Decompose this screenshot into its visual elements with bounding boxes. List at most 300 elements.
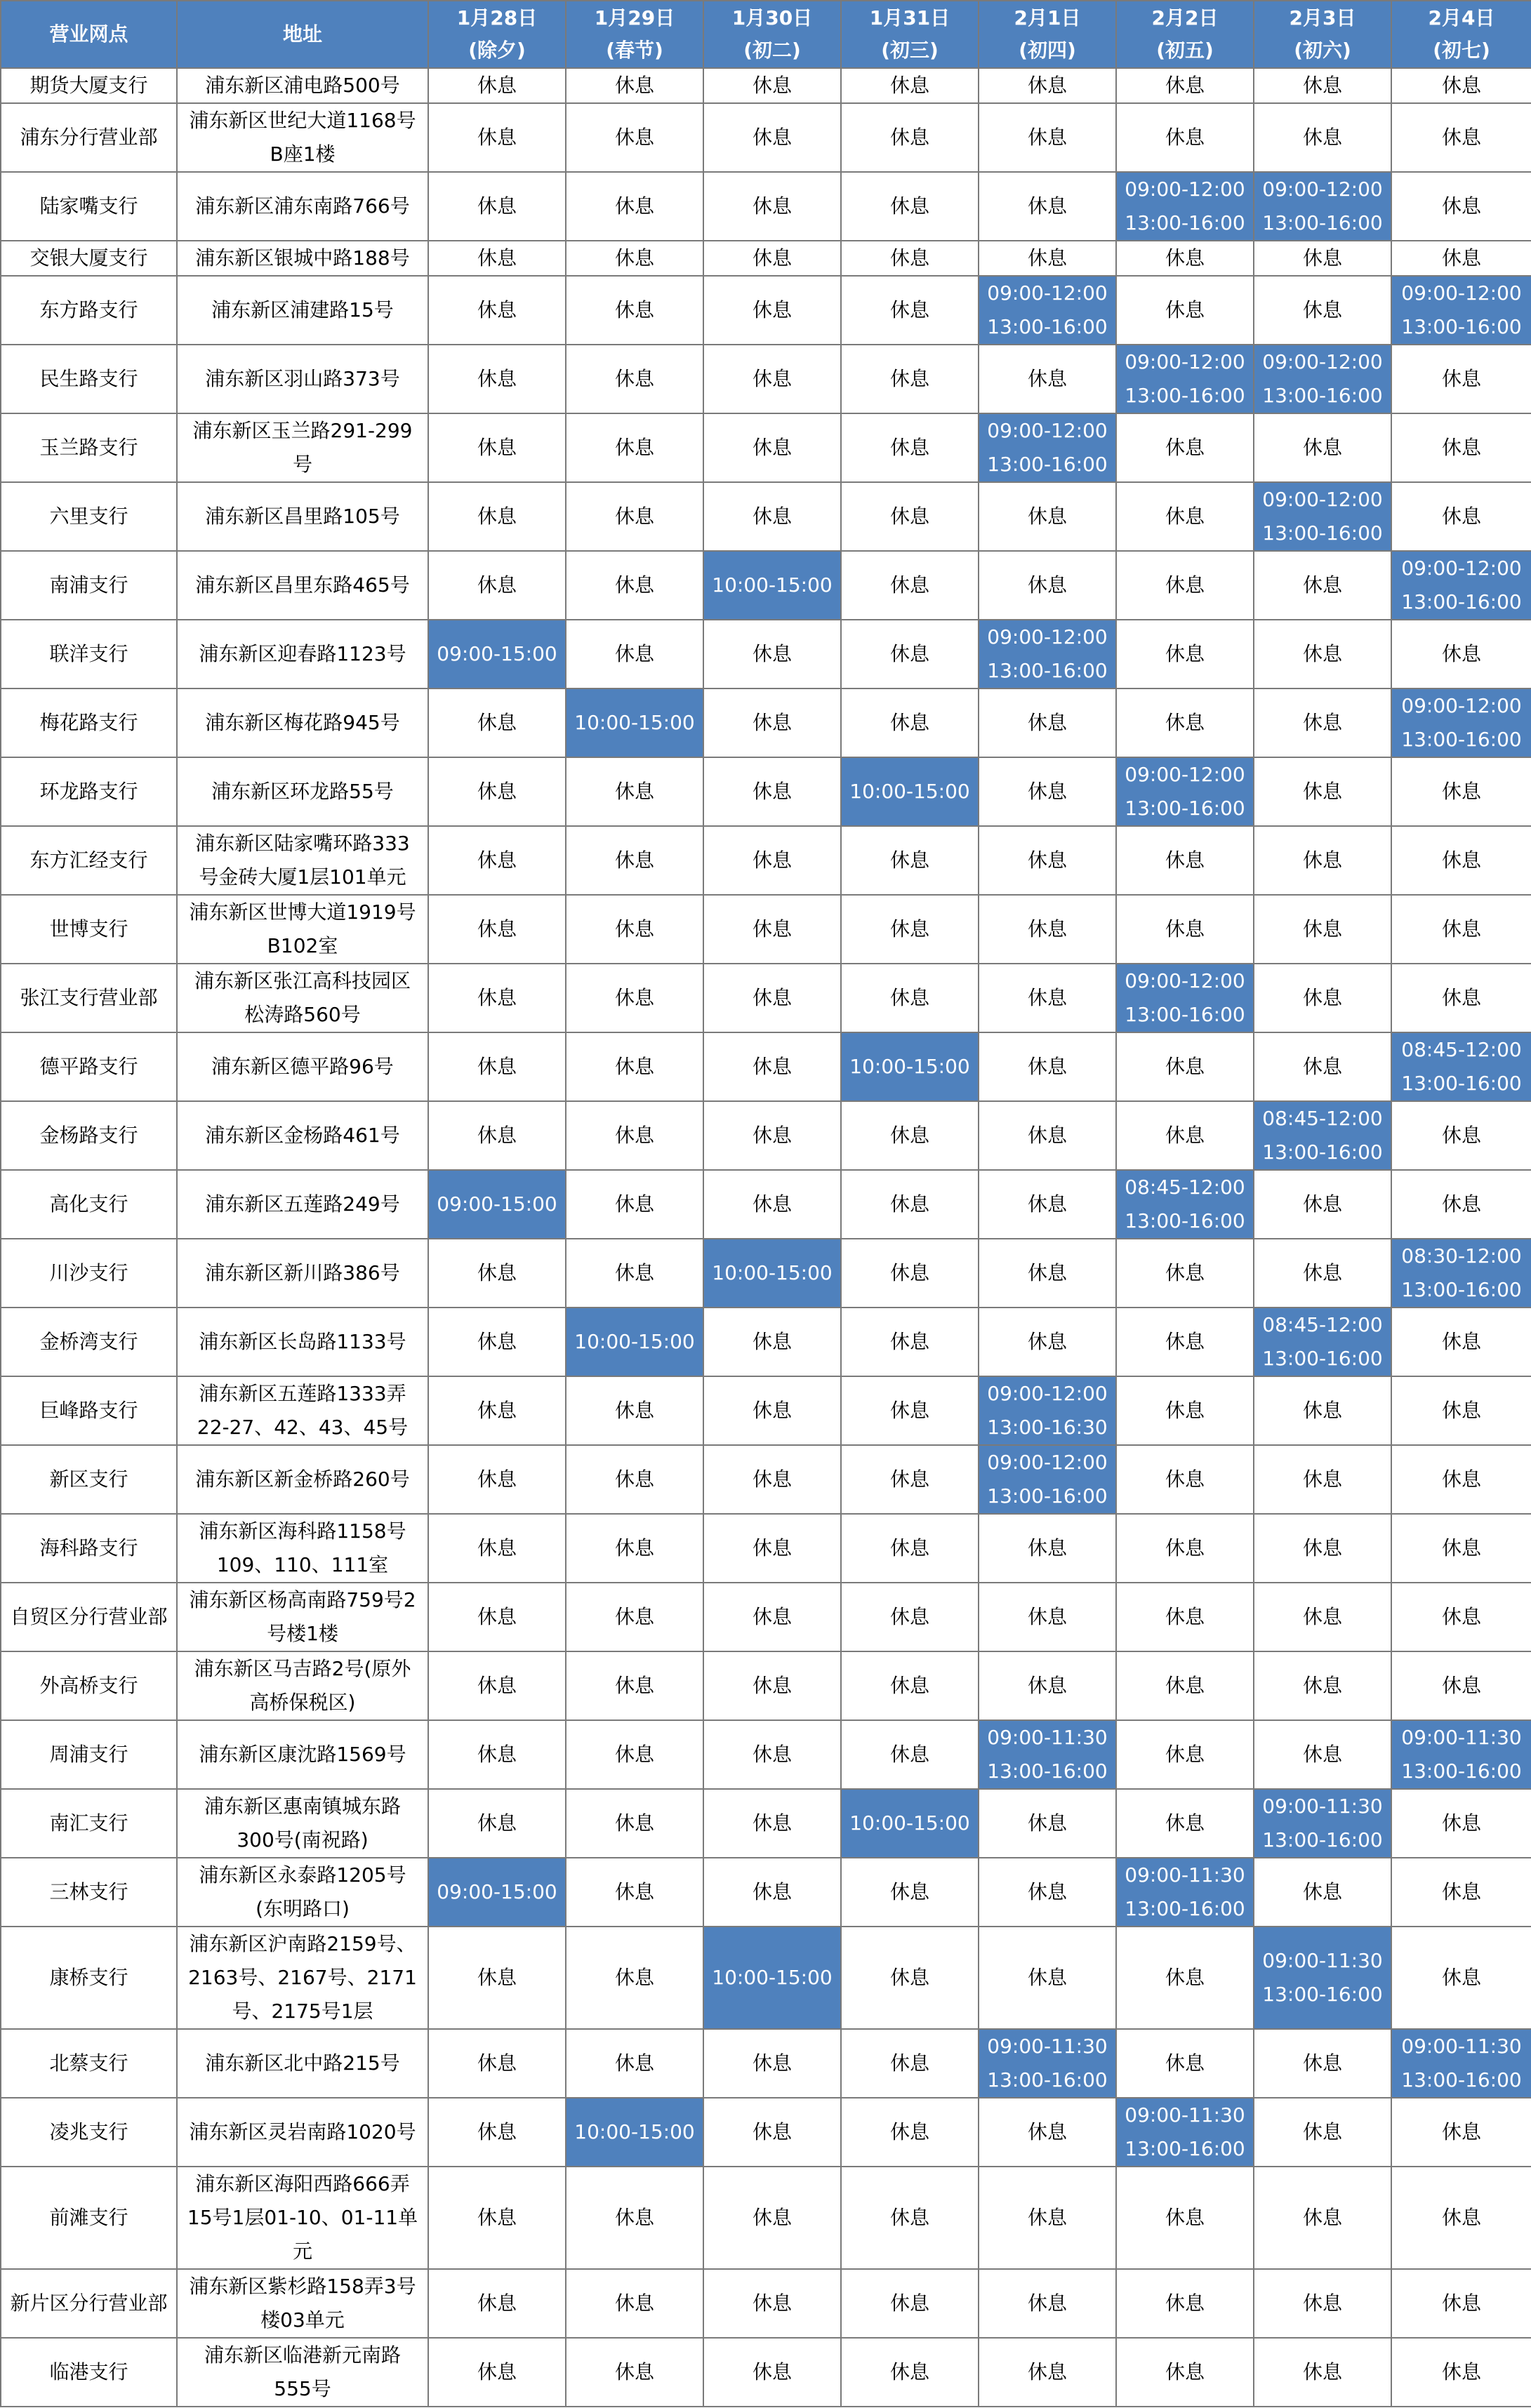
address-cell: 浦东新区沪南路2159号、 2163号、2167号、2171 号、2175号1层 xyxy=(177,1927,428,2029)
closed-cell: 休息 xyxy=(841,482,979,551)
closed-cell: 休息 xyxy=(703,276,841,345)
table-row xyxy=(1,413,1531,482)
closed-cell: 休息 xyxy=(566,551,703,620)
closed-cell: 休息 xyxy=(841,1583,979,1651)
address-cell: 浦东新区长岛路1133号 xyxy=(177,1308,428,1376)
address-cell: 浦东新区新川路386号 xyxy=(177,1239,428,1308)
closed-cell: 休息 xyxy=(566,1789,703,1858)
closed-cell: 休息 xyxy=(1391,2338,1531,2407)
closed-cell: 休息 xyxy=(979,1239,1116,1308)
closed-cell: 休息 xyxy=(1254,1514,1391,1583)
open-hours-cell: 09:00-15:00 xyxy=(428,620,566,689)
closed-cell: 休息 xyxy=(1254,1858,1391,1927)
open-hours-cell: 09:00-15:00 xyxy=(428,1858,566,1927)
closed-cell: 休息 xyxy=(566,345,703,413)
closed-cell: 休息 xyxy=(841,2098,979,2167)
open-hours-cell: 09:00-11:30 13:00-16:00 xyxy=(979,2029,1116,2098)
table-row xyxy=(1,68,1531,103)
closed-cell: 休息 xyxy=(1391,1445,1531,1514)
address-cell: 浦东新区浦东南路766号 xyxy=(177,172,428,241)
closed-cell: 休息 xyxy=(841,1720,979,1789)
closed-cell: 休息 xyxy=(703,1308,841,1376)
address-cell: 浦东新区德平路96号 xyxy=(177,1032,428,1101)
closed-cell: 休息 xyxy=(703,757,841,826)
closed-cell: 休息 xyxy=(428,1101,566,1170)
closed-cell: 休息 xyxy=(841,1308,979,1376)
closed-cell: 休息 xyxy=(703,826,841,895)
closed-cell: 休息 xyxy=(841,241,979,276)
branch-name-cell: 六里支行 xyxy=(1,482,177,551)
closed-cell: 休息 xyxy=(428,551,566,620)
closed-cell: 休息 xyxy=(566,1170,703,1239)
branch-name-cell: 梅花路支行 xyxy=(1,689,177,757)
open-hours-cell: 09:00-12:00 13:00-16:00 xyxy=(979,620,1116,689)
closed-cell: 休息 xyxy=(1391,895,1531,964)
closed-cell: 休息 xyxy=(428,1239,566,1308)
closed-cell: 休息 xyxy=(703,689,841,757)
closed-cell: 休息 xyxy=(703,345,841,413)
closed-cell: 休息 xyxy=(428,345,566,413)
header-branch: 营业网点 xyxy=(1,1,177,68)
closed-cell: 休息 xyxy=(703,964,841,1032)
branch-name-cell: 玉兰路支行 xyxy=(1,413,177,482)
address-cell: 浦东新区昌里路105号 xyxy=(177,482,428,551)
closed-cell: 休息 xyxy=(979,241,1116,276)
closed-cell: 休息 xyxy=(566,964,703,1032)
closed-cell: 休息 xyxy=(703,2098,841,2167)
closed-cell: 休息 xyxy=(1116,2269,1254,2338)
closed-cell: 休息 xyxy=(1391,1927,1531,2029)
closed-cell: 休息 xyxy=(1391,1308,1531,1376)
closed-cell: 休息 xyxy=(979,482,1116,551)
address-cell: 浦东新区马吉路2号(原外 高桥保税区) xyxy=(177,1651,428,1720)
closed-cell: 休息 xyxy=(703,895,841,964)
closed-cell: 休息 xyxy=(428,1514,566,1583)
closed-cell: 休息 xyxy=(841,276,979,345)
closed-cell: 休息 xyxy=(566,241,703,276)
closed-cell: 休息 xyxy=(703,1651,841,1720)
closed-cell: 休息 xyxy=(566,68,703,103)
address-cell: 浦东新区梅花路945号 xyxy=(177,689,428,757)
address-cell: 浦东新区金杨路461号 xyxy=(177,1101,428,1170)
closed-cell: 休息 xyxy=(1391,103,1531,172)
closed-cell: 休息 xyxy=(703,68,841,103)
closed-cell: 休息 xyxy=(428,2338,566,2407)
branch-name-cell: 金杨路支行 xyxy=(1,1101,177,1170)
closed-cell: 休息 xyxy=(841,689,979,757)
open-hours-cell: 10:00-15:00 xyxy=(841,1032,979,1101)
table-row xyxy=(1,1170,1531,1239)
header-address: 地址 xyxy=(177,1,428,68)
closed-cell: 休息 xyxy=(841,895,979,964)
closed-cell: 休息 xyxy=(1254,689,1391,757)
closed-cell: 休息 xyxy=(428,964,566,1032)
branch-name-cell: 新区支行 xyxy=(1,1445,177,1514)
closed-cell: 休息 xyxy=(1116,2029,1254,2098)
branch-name-cell: 周浦支行 xyxy=(1,1720,177,1789)
closed-cell: 休息 xyxy=(1391,1789,1531,1858)
closed-cell: 休息 xyxy=(566,172,703,241)
closed-cell: 休息 xyxy=(979,103,1116,172)
address-cell: 浦东新区海科路1158号 109、110、111室 xyxy=(177,1514,428,1583)
closed-cell: 休息 xyxy=(1116,1239,1254,1308)
closed-cell: 休息 xyxy=(1254,964,1391,1032)
closed-cell: 休息 xyxy=(428,413,566,482)
header-day-3: 1月30日 (初二) xyxy=(703,1,841,68)
closed-cell: 休息 xyxy=(841,1376,979,1445)
closed-cell: 休息 xyxy=(703,103,841,172)
closed-cell: 休息 xyxy=(979,2167,1116,2269)
address-cell: 浦东新区北中路215号 xyxy=(177,2029,428,2098)
branch-name-cell: 南汇支行 xyxy=(1,1789,177,1858)
closed-cell: 休息 xyxy=(566,1927,703,2029)
closed-cell: 休息 xyxy=(1254,1376,1391,1445)
closed-cell: 休息 xyxy=(1116,1514,1254,1583)
closed-cell: 休息 xyxy=(1254,1651,1391,1720)
closed-cell: 休息 xyxy=(566,2167,703,2269)
closed-cell: 休息 xyxy=(566,1376,703,1445)
closed-cell: 休息 xyxy=(566,1583,703,1651)
closed-cell: 休息 xyxy=(566,1720,703,1789)
closed-cell: 休息 xyxy=(703,2338,841,2407)
closed-cell: 休息 xyxy=(1116,1376,1254,1445)
closed-cell: 休息 xyxy=(841,172,979,241)
closed-cell: 休息 xyxy=(1116,1927,1254,2029)
closed-cell: 休息 xyxy=(566,1445,703,1514)
address-cell: 浦东新区羽山路373号 xyxy=(177,345,428,413)
closed-cell: 休息 xyxy=(566,413,703,482)
closed-cell: 休息 xyxy=(428,103,566,172)
header-day-1: 1月28日 (除夕) xyxy=(428,1,566,68)
closed-cell: 休息 xyxy=(841,1170,979,1239)
closed-cell: 休息 xyxy=(566,1239,703,1308)
open-hours-cell: 09:00-11:30 13:00-16:00 xyxy=(1391,2029,1531,2098)
branch-name-cell: 南浦支行 xyxy=(1,551,177,620)
table-row xyxy=(1,757,1531,826)
closed-cell: 休息 xyxy=(841,103,979,172)
header-day-4: 1月31日 (初三) xyxy=(841,1,979,68)
closed-cell: 休息 xyxy=(566,1032,703,1101)
closed-cell: 休息 xyxy=(979,1101,1116,1170)
closed-cell: 休息 xyxy=(703,1445,841,1514)
closed-cell: 休息 xyxy=(1254,895,1391,964)
open-hours-cell: 09:00-12:00 13:00-16:30 xyxy=(979,1376,1116,1445)
closed-cell: 休息 xyxy=(1391,345,1531,413)
branch-name-cell: 新片区分行营业部 xyxy=(1,2269,177,2338)
table-row xyxy=(1,1789,1531,1858)
closed-cell: 休息 xyxy=(1116,2338,1254,2407)
address-cell: 浦东新区紫杉路158弄3号 楼03单元 xyxy=(177,2269,428,2338)
branch-name-cell: 交银大厦支行 xyxy=(1,241,177,276)
table-row xyxy=(1,1445,1531,1514)
open-hours-cell: 10:00-15:00 xyxy=(841,757,979,826)
address-cell: 浦东新区杨高南路759号2 号楼1楼 xyxy=(177,1583,428,1651)
closed-cell: 休息 xyxy=(1254,413,1391,482)
branch-name-cell: 联洋支行 xyxy=(1,620,177,689)
branch-name-cell: 康桥支行 xyxy=(1,1927,177,2029)
branch-name-cell: 期货大厦支行 xyxy=(1,68,177,103)
closed-cell: 休息 xyxy=(703,1170,841,1239)
closed-cell: 休息 xyxy=(979,757,1116,826)
closed-cell: 休息 xyxy=(979,1583,1116,1651)
closed-cell: 休息 xyxy=(841,2269,979,2338)
closed-cell: 休息 xyxy=(703,2269,841,2338)
open-hours-cell: 08:45-12:00 13:00-16:00 xyxy=(1391,1032,1531,1101)
table-row xyxy=(1,2269,1531,2338)
table-row xyxy=(1,551,1531,620)
closed-cell: 休息 xyxy=(428,276,566,345)
closed-cell: 休息 xyxy=(1116,689,1254,757)
address-cell: 浦东新区康沈路1569号 xyxy=(177,1720,428,1789)
closed-cell: 休息 xyxy=(566,757,703,826)
open-hours-cell: 10:00-15:00 xyxy=(566,689,703,757)
closed-cell: 休息 xyxy=(841,964,979,1032)
closed-cell: 休息 xyxy=(1391,964,1531,1032)
open-hours-cell: 09:00-12:00 13:00-16:00 xyxy=(1116,345,1254,413)
branch-name-cell: 北蔡支行 xyxy=(1,2029,177,2098)
closed-cell: 休息 xyxy=(841,345,979,413)
open-hours-cell: 09:00-11:30 13:00-16:00 xyxy=(1116,2098,1254,2167)
table-row xyxy=(1,964,1531,1032)
closed-cell: 休息 xyxy=(1391,413,1531,482)
closed-cell: 休息 xyxy=(1116,1651,1254,1720)
closed-cell: 休息 xyxy=(703,620,841,689)
table-row xyxy=(1,1032,1531,1101)
closed-cell: 休息 xyxy=(1391,1514,1531,1583)
closed-cell: 休息 xyxy=(979,2098,1116,2167)
closed-cell: 休息 xyxy=(428,241,566,276)
address-cell: 浦东新区五莲路1333弄 22-27、42、43、45号 xyxy=(177,1376,428,1445)
branch-name-cell: 三林支行 xyxy=(1,1858,177,1927)
branch-name-cell: 巨峰路支行 xyxy=(1,1376,177,1445)
closed-cell: 休息 xyxy=(979,689,1116,757)
branch-name-cell: 海科路支行 xyxy=(1,1514,177,1583)
closed-cell: 休息 xyxy=(1116,276,1254,345)
closed-cell: 休息 xyxy=(703,1858,841,1927)
table-row xyxy=(1,172,1531,241)
closed-cell: 休息 xyxy=(566,826,703,895)
closed-cell: 休息 xyxy=(703,241,841,276)
address-cell: 浦东新区五莲路249号 xyxy=(177,1170,428,1239)
closed-cell: 休息 xyxy=(703,1720,841,1789)
closed-cell: 休息 xyxy=(566,1651,703,1720)
header-day-2: 1月29日 (春节) xyxy=(566,1,703,68)
closed-cell: 休息 xyxy=(1254,826,1391,895)
closed-cell: 休息 xyxy=(1116,1445,1254,1514)
closed-cell: 休息 xyxy=(428,2269,566,2338)
table-row xyxy=(1,2338,1531,2407)
branch-name-cell: 金桥湾支行 xyxy=(1,1308,177,1376)
closed-cell: 休息 xyxy=(1254,1032,1391,1101)
closed-cell: 休息 xyxy=(1116,1308,1254,1376)
open-hours-cell: 08:30-12:00 13:00-16:00 xyxy=(1391,1239,1531,1308)
address-cell: 浦东新区海阳西路666弄 15号1层01-10、01-11单 元 xyxy=(177,2167,428,2269)
closed-cell: 休息 xyxy=(979,1789,1116,1858)
closed-cell: 休息 xyxy=(703,1789,841,1858)
open-hours-cell: 08:45-12:00 13:00-16:00 xyxy=(1116,1170,1254,1239)
closed-cell: 休息 xyxy=(566,1858,703,1927)
closed-cell: 休息 xyxy=(841,68,979,103)
closed-cell: 休息 xyxy=(1254,103,1391,172)
open-hours-cell: 09:00-15:00 xyxy=(428,1170,566,1239)
closed-cell: 休息 xyxy=(428,172,566,241)
table-body xyxy=(1,68,1531,2407)
address-cell: 浦东新区惠南镇城东路 300号(南祝路) xyxy=(177,1789,428,1858)
closed-cell: 休息 xyxy=(1391,1651,1531,1720)
open-hours-cell: 09:00-12:00 13:00-16:00 xyxy=(1254,345,1391,413)
open-hours-cell: 09:00-12:00 13:00-16:00 xyxy=(1116,757,1254,826)
closed-cell: 休息 xyxy=(566,103,703,172)
closed-cell: 休息 xyxy=(1391,1376,1531,1445)
closed-cell: 休息 xyxy=(428,1376,566,1445)
address-cell: 浦东新区临港新元南路 555号 xyxy=(177,2338,428,2407)
header-day-5: 2月1日 (初四) xyxy=(979,1,1116,68)
closed-cell: 休息 xyxy=(1116,1101,1254,1170)
branch-name-cell: 环龙路支行 xyxy=(1,757,177,826)
closed-cell: 休息 xyxy=(703,482,841,551)
closed-cell: 休息 xyxy=(428,826,566,895)
closed-cell: 休息 xyxy=(841,1445,979,1514)
closed-cell: 休息 xyxy=(703,1583,841,1651)
closed-cell: 休息 xyxy=(979,2338,1116,2407)
closed-cell: 休息 xyxy=(1254,1239,1391,1308)
open-hours-cell: 10:00-15:00 xyxy=(703,1927,841,2029)
branch-name-cell: 外高桥支行 xyxy=(1,1651,177,1720)
closed-cell: 休息 xyxy=(1116,1032,1254,1101)
table-row xyxy=(1,276,1531,345)
closed-cell: 休息 xyxy=(979,172,1116,241)
open-hours-cell: 10:00-15:00 xyxy=(566,2098,703,2167)
open-hours-cell: 10:00-15:00 xyxy=(566,1308,703,1376)
address-cell: 浦东新区世纪大道1168号 B座1楼 xyxy=(177,103,428,172)
closed-cell: 休息 xyxy=(428,1583,566,1651)
closed-cell: 休息 xyxy=(1391,1170,1531,1239)
open-hours-cell: 09:00-12:00 13:00-16:00 xyxy=(979,1445,1116,1514)
header-day-6: 2月2日 (初五) xyxy=(1116,1,1254,68)
closed-cell: 休息 xyxy=(566,482,703,551)
address-cell: 浦东新区陆家嘴环路333 号金砖大厦1层101单元 xyxy=(177,826,428,895)
address-cell: 浦东新区浦电路500号 xyxy=(177,68,428,103)
open-hours-cell: 09:00-12:00 13:00-16:00 xyxy=(1391,689,1531,757)
closed-cell: 休息 xyxy=(1391,620,1531,689)
closed-cell: 休息 xyxy=(979,1308,1116,1376)
address-cell: 浦东新区灵岩南路1020号 xyxy=(177,2098,428,2167)
closed-cell: 休息 xyxy=(841,1514,979,1583)
closed-cell: 休息 xyxy=(703,1101,841,1170)
closed-cell: 休息 xyxy=(841,1101,979,1170)
closed-cell: 休息 xyxy=(979,826,1116,895)
closed-cell: 休息 xyxy=(979,895,1116,964)
closed-cell: 休息 xyxy=(1254,1170,1391,1239)
closed-cell: 休息 xyxy=(1116,895,1254,964)
closed-cell: 休息 xyxy=(841,1927,979,2029)
header-day-7: 2月3日 (初六) xyxy=(1254,1,1391,68)
closed-cell: 休息 xyxy=(841,620,979,689)
closed-cell: 休息 xyxy=(566,2269,703,2338)
open-hours-cell: 10:00-15:00 xyxy=(703,551,841,620)
branch-name-cell: 张江支行营业部 xyxy=(1,964,177,1032)
table-row xyxy=(1,1651,1531,1720)
closed-cell: 休息 xyxy=(566,1101,703,1170)
closed-cell: 休息 xyxy=(703,1376,841,1445)
closed-cell: 休息 xyxy=(703,1032,841,1101)
header-day-8: 2月4日 (初七) xyxy=(1391,1,1531,68)
table-row xyxy=(1,1858,1531,1927)
table-row xyxy=(1,1720,1531,1789)
closed-cell: 休息 xyxy=(1391,2269,1531,2338)
closed-cell: 休息 xyxy=(1391,1858,1531,1927)
closed-cell: 休息 xyxy=(1254,2338,1391,2407)
closed-cell: 休息 xyxy=(566,620,703,689)
closed-cell: 休息 xyxy=(1116,103,1254,172)
closed-cell: 休息 xyxy=(1254,276,1391,345)
open-hours-cell: 09:00-11:30 13:00-16:00 xyxy=(979,1720,1116,1789)
address-cell: 浦东新区新金桥路260号 xyxy=(177,1445,428,1514)
table-row xyxy=(1,345,1531,413)
closed-cell: 休息 xyxy=(1254,551,1391,620)
closed-cell: 休息 xyxy=(566,1514,703,1583)
closed-cell: 休息 xyxy=(979,1170,1116,1239)
closed-cell: 休息 xyxy=(1254,1720,1391,1789)
open-hours-cell: 09:00-11:30 13:00-16:00 xyxy=(1116,1858,1254,1927)
closed-cell: 休息 xyxy=(566,2029,703,2098)
closed-cell: 休息 xyxy=(1116,2167,1254,2269)
open-hours-cell: 09:00-12:00 13:00-16:00 xyxy=(1116,172,1254,241)
closed-cell: 休息 xyxy=(428,1651,566,1720)
closed-cell: 休息 xyxy=(979,1032,1116,1101)
closed-cell: 休息 xyxy=(428,2167,566,2269)
branch-name-cell: 世博支行 xyxy=(1,895,177,964)
open-hours-cell: 09:00-12:00 13:00-16:00 xyxy=(1254,172,1391,241)
closed-cell: 休息 xyxy=(428,1032,566,1101)
closed-cell: 休息 xyxy=(1391,68,1531,103)
table-row xyxy=(1,689,1531,757)
closed-cell: 休息 xyxy=(1254,2167,1391,2269)
closed-cell: 休息 xyxy=(979,1514,1116,1583)
closed-cell: 休息 xyxy=(1116,241,1254,276)
closed-cell: 休息 xyxy=(428,1308,566,1376)
closed-cell: 休息 xyxy=(566,276,703,345)
branch-name-cell: 东方路支行 xyxy=(1,276,177,345)
table-row xyxy=(1,895,1531,964)
closed-cell: 休息 xyxy=(1391,1583,1531,1651)
closed-cell: 休息 xyxy=(1391,1101,1531,1170)
address-cell: 浦东新区银城中路188号 xyxy=(177,241,428,276)
table-row xyxy=(1,2167,1531,2269)
closed-cell: 休息 xyxy=(428,757,566,826)
closed-cell: 休息 xyxy=(979,2269,1116,2338)
closed-cell: 休息 xyxy=(428,482,566,551)
open-hours-cell: 09:00-12:00 13:00-16:00 xyxy=(1254,482,1391,551)
closed-cell: 休息 xyxy=(566,895,703,964)
open-hours-cell: 09:00-12:00 13:00-16:00 xyxy=(1116,964,1254,1032)
branch-name-cell: 自贸区分行营业部 xyxy=(1,1583,177,1651)
closed-cell: 休息 xyxy=(566,2338,703,2407)
closed-cell: 休息 xyxy=(979,1858,1116,1927)
branch-name-cell: 民生路支行 xyxy=(1,345,177,413)
closed-cell: 休息 xyxy=(841,1239,979,1308)
closed-cell: 休息 xyxy=(1116,551,1254,620)
table-row xyxy=(1,1514,1531,1583)
table-row xyxy=(1,482,1531,551)
closed-cell: 休息 xyxy=(1391,2098,1531,2167)
branch-name-cell: 德平路支行 xyxy=(1,1032,177,1101)
closed-cell: 休息 xyxy=(703,172,841,241)
address-cell: 浦东新区玉兰路291-299 号 xyxy=(177,413,428,482)
address-cell: 浦东新区永泰路1205号 (东明路口) xyxy=(177,1858,428,1927)
closed-cell: 休息 xyxy=(428,2098,566,2167)
table-row xyxy=(1,1239,1531,1308)
